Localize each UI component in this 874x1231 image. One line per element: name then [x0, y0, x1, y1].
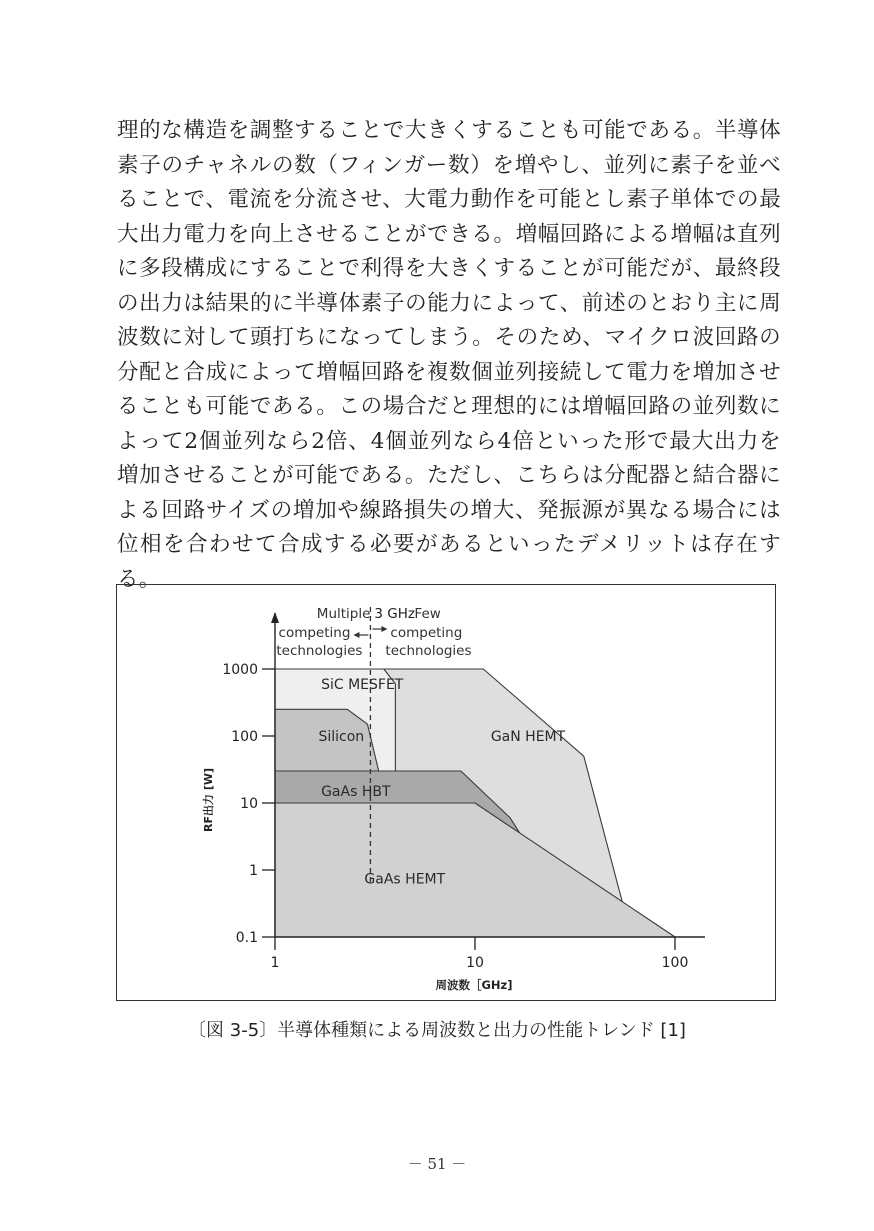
- y-tick-label: 0.1: [235, 930, 258, 946]
- x-tick-label: 1: [270, 955, 280, 971]
- y-axis-arrow: [271, 612, 279, 623]
- figure-frame: [116, 584, 776, 1001]
- boundary-right-note-line3: technologies: [385, 643, 472, 659]
- region-label-gaas-hemt: GaAs HEMT: [364, 871, 446, 888]
- x-tick-label: 100: [661, 955, 689, 971]
- right-arrowhead-icon: [381, 626, 387, 632]
- rf-power-frequency-chart: [117, 585, 777, 1002]
- page-number: － 51 －: [407, 1155, 467, 1173]
- y-tick-label: 1000: [222, 662, 258, 678]
- left-arrowhead-icon: [353, 632, 359, 638]
- y-tick-label: 1: [249, 863, 258, 879]
- region-label-gaas-hbt: GaAs HBT: [321, 784, 391, 801]
- boundary-left-note-line2: competing: [278, 625, 351, 641]
- boundary-right-note-line1: Few: [414, 606, 441, 622]
- body-paragraph: 理的な構造を調整することで大きくすることも可能である。半導体素子のチャネルの数（フィンガー数）を増やし、並列に素子を並べることで、電流を分流させ、大電力動作を可能とし素子単体での最大出力電力を向上させることができる。増幅回路による増幅は直列に多段構成にすることで利得を大きくすることが可能だが、最終段の出力は結果的に半導体素子の能力によって、前述のとおり主に周波数に対して頭打ちになってしまう。そのため、マイクロ波回路の分配と合成によって増幅回路を複数個並列接続して電力を増加させることも可能である。この場合だと理想的には増幅回路の並列数によって2個並列なら2倍、4個並列なら4倍といった形で最大出力を増加させることが可能である。ただし、こちらは分配器と結合器による回路サイズの増加や線路損失の増大、発振源が異なる場合には位相を合わせて合成する必要があるといったデメリットは存在する。: [117, 118, 781, 592]
- boundary-right-note-line2: competing: [390, 625, 463, 641]
- y-tick-label: 10: [240, 796, 258, 812]
- region-label-gan-hemt: GaN HEMT: [490, 729, 566, 745]
- x-tick-label: 10: [466, 955, 484, 971]
- boundary-left-note-line1: Multiple: [316, 606, 371, 622]
- x-axis-label: 周波数［GHz]: [435, 978, 513, 992]
- figure-caption: 〔図 3-5〕半導体種類による周波数と出力の性能トレンド [1]: [188, 1020, 686, 1041]
- region-label-sic-mesfet: SiC MESFET: [321, 676, 404, 693]
- y-tick-label: 100: [231, 729, 258, 745]
- region-gaas-hemt: [275, 803, 675, 937]
- region-label-silicon: Silicon: [318, 729, 365, 745]
- boundary-left-note-line3: technologies: [276, 643, 363, 659]
- y-axis-label: RF出力 [W]: [202, 767, 215, 833]
- boundary-freq-label: 3 GHz: [374, 606, 416, 622]
